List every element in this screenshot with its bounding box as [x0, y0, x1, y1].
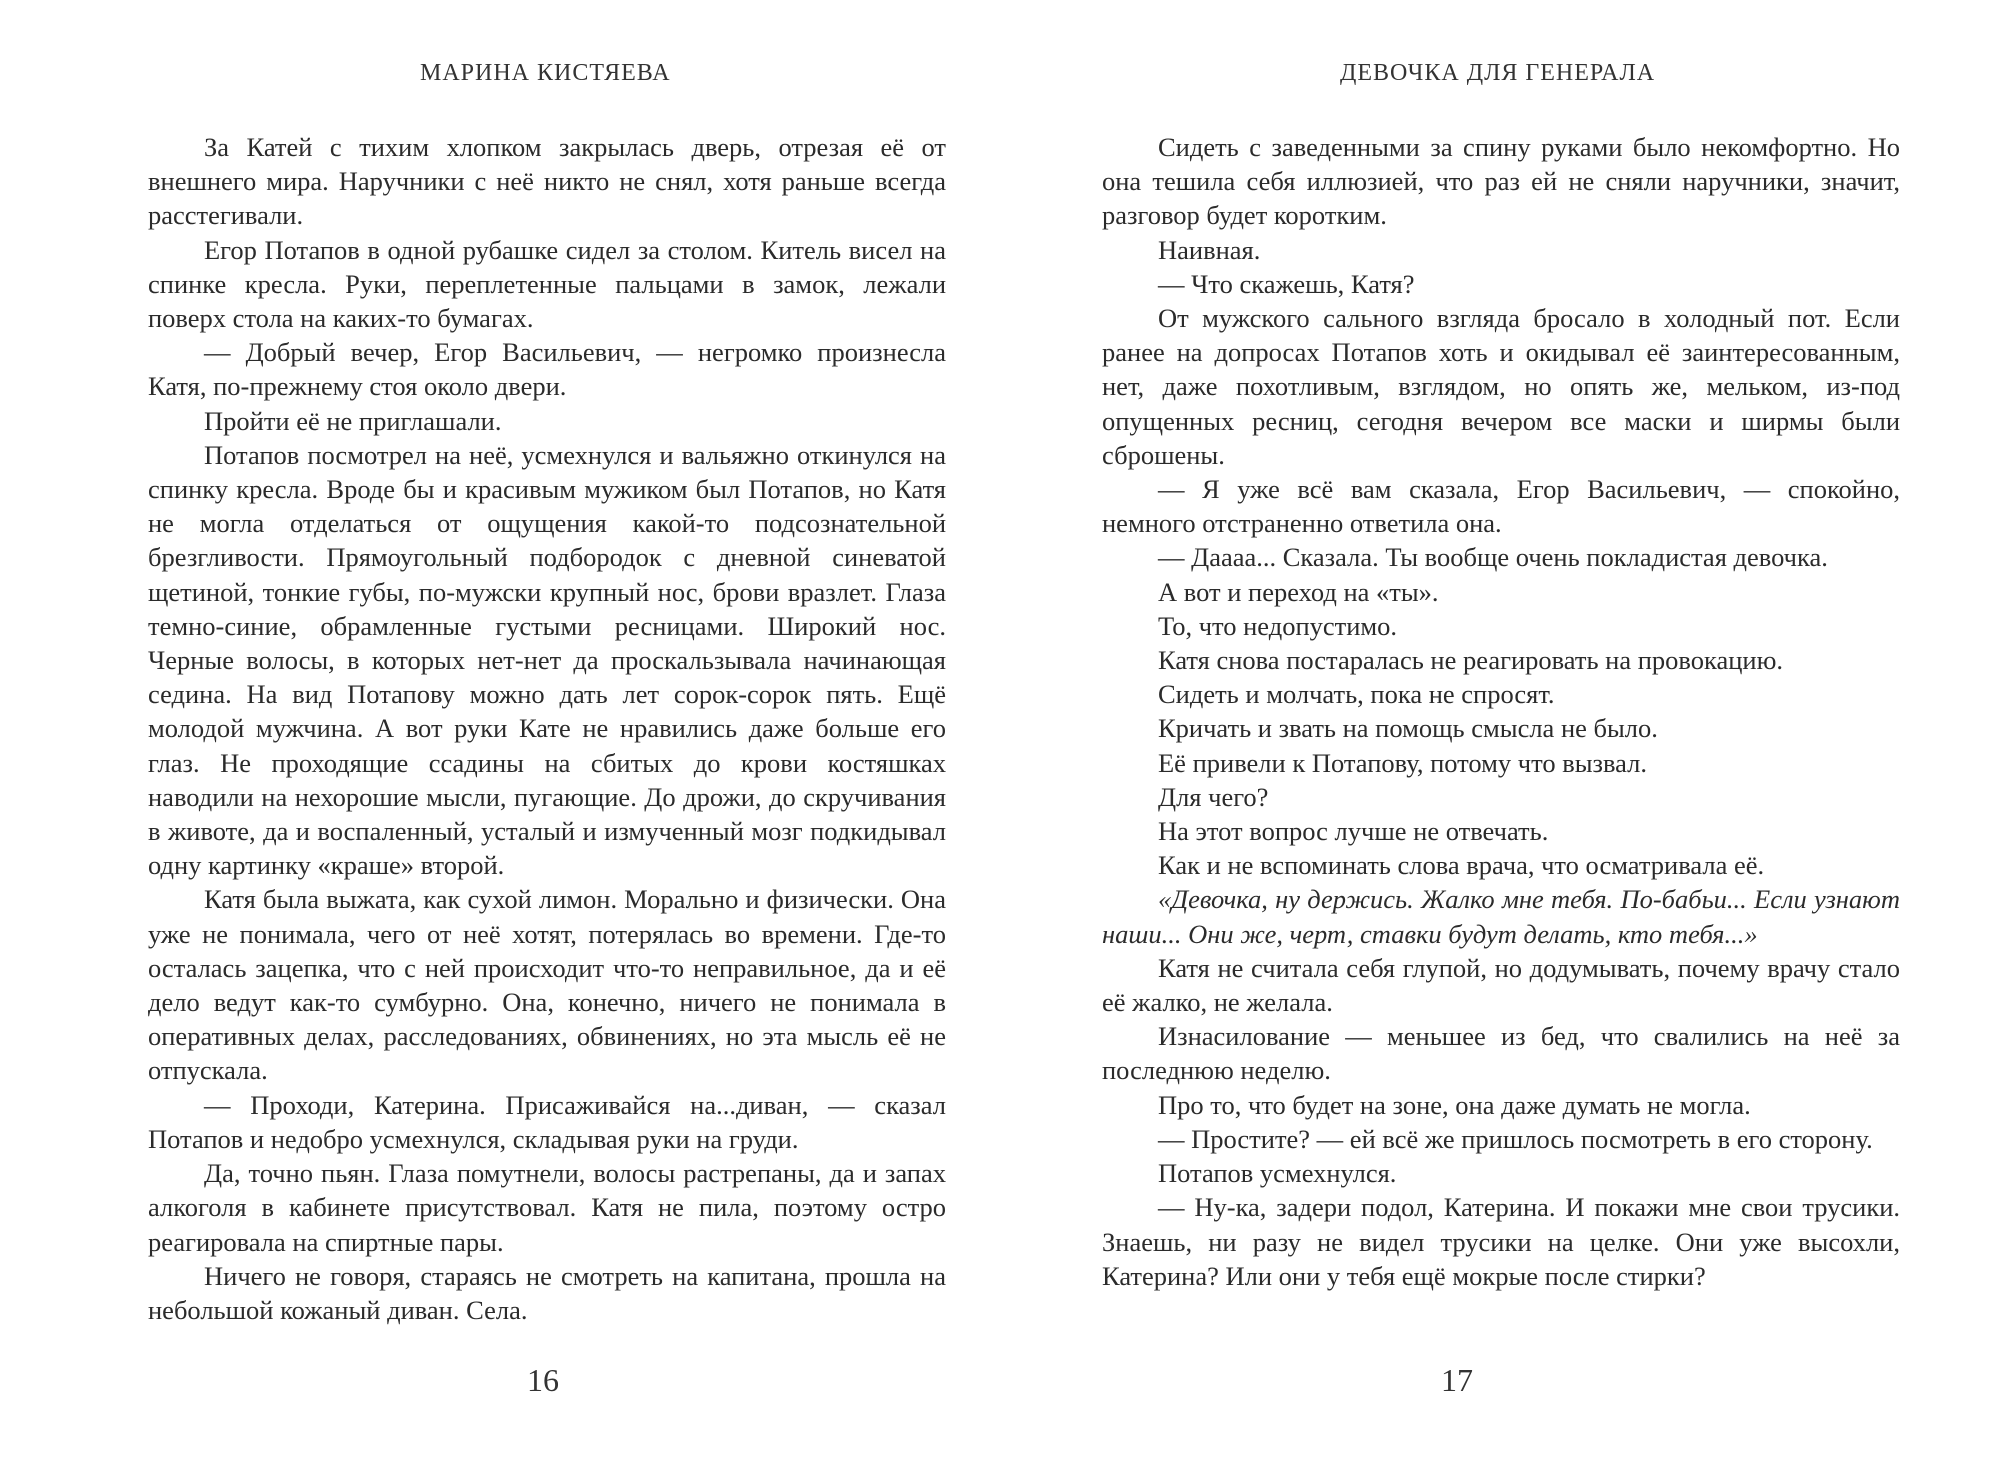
paragraph: Изнасилование — меньшее из бед, что свалились на неё за последнюю неделю.: [1102, 1021, 1900, 1086]
paragraph: Да, точно пьян. Глаза помутнели, волосы растрепаны, да и запах алкоголя в кабинете присутствовал. Катя не пила, поэтому остро реагировала на спиртные пары.: [148, 1158, 946, 1257]
body-text: [148, 130, 946, 1327]
paragraph: — Проходи, Катерина. Присаживайся на...диван, — сказал Потапов и недобро усмехнулся, складывая руки на груди.: [148, 1089, 946, 1154]
paragraph: Сидеть и молчать, пока не спросят.: [1158, 679, 1555, 710]
paragraph: Потапов усмехнулся.: [1158, 1158, 1397, 1189]
paragraph: За Катей с тихим хлопком закрылась дверь, отрезая её от внешнего мира. Наручники с неё никто не снял, хотя раньше всегда расстегивали.: [148, 132, 946, 231]
paragraph: Кричать и звать на помощь смысла не было.: [1158, 713, 1658, 744]
body-text: [1102, 130, 1900, 1293]
page-number: 17: [1441, 1362, 1473, 1398]
right-page: [1000, 0, 2000, 1478]
paragraph: Как и не вспоминать слова врача, что осматривала её.: [1158, 850, 1765, 881]
running-head-title: ДЕВОЧКА ДЛЯ ГЕНЕРАЛА: [1340, 60, 1656, 86]
paragraph: Егор Потапов в одной рубашке сидел за столом. Китель висел на спинке кресла. Руки, переплетенные пальцами в замок, лежали поверх стола на каких-то бумагах.: [148, 234, 946, 334]
paragraph: — Я уже всё вам сказала, Егор Васильевич, — спокойно, немного отстраненно ответила она.: [1102, 474, 1900, 539]
italic-quote: «Девочка, ну держись. Жалко мне тебя. По-бабьи... Если узнают наши... Они же, черт, ставки будут делать, кто тебя...»: [1102, 884, 1900, 949]
paragraph: Для чего?: [1158, 781, 1269, 812]
page-number: 16: [527, 1362, 559, 1398]
running-head-author: МАРИНА КИСТЯЕВА: [420, 60, 671, 86]
paragraph: От мужского сального взгляда бросало в холодный пот. Если ранее на допросах Потапов хоть и окидывал её заинтересованным, нет, даже похотливым, взглядом, но опять же, мельком, из-под опущенных ресниц, сегодня вечером все маски и ширмы были сброшены.: [1102, 303, 1900, 470]
paragraph: Потапов посмотрел на неё, усмехнулся и вальяжно откинулся на спинку кресла. Вроде бы и красивым мужиком был Потапов, но Катя не могла отделаться от ощущения какой-то подсознательной брезгливости. Прямоугольный подбородок с дневной синеватой щетиной, тонкие губы, по-мужски крупный нос, брови вразлет. Глаза темно-синие, обрамленные густыми ресницами. Широкий нос. Черные волосы, в которых нет-нет да проскальзывала начинающая седина. На вид Потапову можно дать лет сорок-сорок пять. Ещё молодой мужчина. А вот руки Кате не нравились даже больше его глаз. Не проходящие ссадины на сбитых до крови костяшках наводили на нехорошие мысли, пугающие. До дрожи, до скручивания в животе, да и воспаленный, усталый и измученный мозг подкидывал одну картинку «краше» второй.: [148, 439, 946, 881]
paragraph: Её привели к Потапову, потому что вызвал.: [1158, 747, 1648, 778]
paragraph: — Даааа... Сказала. Ты вообще очень покладистая девочка.: [1158, 542, 1828, 573]
paragraph: — Простите? — ей всё же пришлось посмотреть в его сторону.: [1158, 1123, 1873, 1154]
paragraph: Катя была выжата, как сухой лимон. Морально и физически. Она уже не понимала, чего от неё хотят, потерялась во времени. Где-то осталась зацепка, что с ней происходит что-то неправильное, да и её дело ведут как-то сумбурно. Она, конечно, ничего не понимала в оперативных делах, расследованиях, обвинениях, но эта мысль её не отпускала.: [148, 884, 946, 1086]
paragraph: А вот и переход на «ты».: [1158, 576, 1439, 607]
paragraph: Катя не считала себя глупой, но додумывать, почему врачу стало её жалко, не желала.: [1102, 952, 1900, 1018]
paragraph: На этот вопрос лучше не отвечать.: [1158, 816, 1549, 847]
paragraph: Сидеть с заведенными за спину руками было некомфортно. Но она тешила себя иллюзией, что раз ей не сняли наручники, значит, разговор будет коротким.: [1102, 132, 1900, 231]
paragraph: Пройти её не приглашали.: [204, 405, 502, 436]
paragraph: То, что недопустимо.: [1158, 610, 1398, 641]
paragraph: — Добрый вечер, Егор Васильевич, — негромко произнесла Катя, по-прежнему стоя около двери.: [148, 337, 946, 402]
paragraph: — Ну-ка, задери подол, Катерина. И покажи мне свои трусики. Знаешь, ни разу не видел трусики на целке. Они уже высохли, Катерина? Или они у тебя ещё мокрые после стирки?: [1102, 1192, 1900, 1291]
paragraph: Катя снова постаралась не реагировать на провокацию.: [1158, 645, 1784, 676]
paragraph: Наивная.: [1158, 234, 1261, 265]
paragraph: Про то, что будет на зоне, она даже думать не могла.: [1158, 1089, 1751, 1120]
paragraph: Ничего не говоря, стараясь не смотреть на капитана, прошла на небольшой кожаный диван. Села.: [148, 1260, 946, 1325]
paragraph: — Что скажешь, Катя?: [1158, 268, 1415, 299]
